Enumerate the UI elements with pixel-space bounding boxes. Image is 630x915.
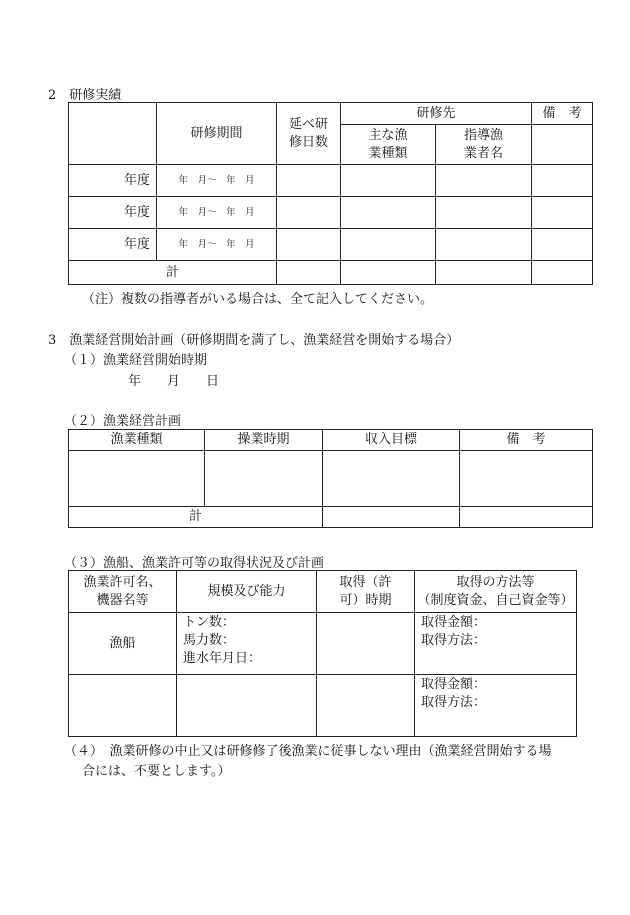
method-label: 取得方法： [421,633,487,648]
header-timing [317,571,415,613]
sub4-line2: 合には、不要とします。） [82,764,231,779]
row-instructor [436,197,532,229]
table-row [69,165,593,197]
header-note: 備 考 [460,430,593,451]
header-timing-line2: 可）時期 [339,592,392,608]
total-instructor [436,261,532,285]
row-fishery [341,197,436,229]
header-fishery-type [341,125,436,165]
header-income: 収入目標 [323,430,460,451]
header-days-line2: 修日数 [288,134,328,150]
row-note [532,229,593,261]
row-note [532,165,593,197]
table-row [69,451,593,507]
header-fishery-type: 漁業種類 [69,430,205,451]
row-note [532,197,593,229]
section2-note: （注）複数の指導者がいる場合は、全て記入してください。 [82,292,434,307]
total-label: 計 [69,507,323,528]
total-row [69,507,593,528]
sub4-line1: （４） 漁業研修の中止又は研修修了後漁業に従事しない理由（漁業経営開始する場 [64,744,552,759]
row-year: 年度 [69,229,157,261]
vessel-scale-cell [177,613,317,675]
row-year: 年度 [69,197,157,229]
total-days [277,261,341,285]
section2-heading: 2 研修実績 [48,88,122,103]
header-permit-name [69,571,177,613]
header-period: 研修期間 [157,103,277,165]
section3-heading: 3 漁業経営開始計画（研修期間を満了し、漁業経営を開始する場合） [48,333,460,348]
total-note [532,261,593,285]
horsepower-label: 馬力数： [183,633,236,648]
start-date: 年 月 日 [128,374,220,389]
row2-method-cell [415,675,577,737]
total-fishery [341,261,436,285]
row-year: 年度 [69,165,157,197]
total-note [460,507,593,528]
row-period: 年 月～ 年 月 [157,197,277,229]
header-permit-line2: 機器名等 [96,592,149,608]
vessel-method-cell [415,613,577,675]
sub3-heading: （３）漁船、漁業許可等の取得状況及び計画 [64,556,325,571]
table-row [69,197,593,229]
total-label: 計 [69,261,277,285]
row-days [277,229,341,261]
vessel-label: 漁船 [69,613,177,675]
row-period: 年 月～ 年 月 [157,229,277,261]
table-row [69,675,577,737]
header-fishery-line1: 主な漁 [368,127,408,143]
header-permit-line1: 漁業許可名、 [83,574,162,590]
row-fishery [341,229,436,261]
table-row [69,229,593,261]
method-label: 取得方法： [421,695,487,710]
management-plan-table [68,429,593,528]
acquisition-table [68,570,577,737]
amount-label: 取得金額： [421,615,487,630]
header-method [415,571,577,613]
training-results-table [68,102,593,285]
row-days [277,197,341,229]
blank-header-cell [69,103,157,165]
total-income [323,507,460,528]
header-instructor-line1: 指導漁 [464,127,504,143]
header-days [277,103,341,165]
row-days [277,165,341,197]
header-fishery-line2: 業種類 [368,145,408,161]
plan-type-cell [69,451,205,507]
sub1-heading: （１）漁業経営開始時期 [64,353,208,368]
row2-scale-cell [177,675,317,737]
header-timing-line1: 取得（許 [339,574,392,590]
row-instructor [436,229,532,261]
plan-income-cell [323,451,460,507]
row-fishery [341,165,436,197]
tonnage-label: トン数： [183,615,236,630]
header-scale: 規模及び能力 [177,571,317,613]
note-subheader-cell [532,125,593,165]
table-row [69,613,577,675]
row-period: 年 月～ 年 月 [157,165,277,197]
row-instructor [436,165,532,197]
amount-label: 取得金額： [421,677,487,692]
total-row [69,261,593,285]
row2-timing-cell [317,675,415,737]
plan-note-cell [460,451,593,507]
header-destination: 研修先 [341,103,532,125]
vessel-timing-cell [317,613,415,675]
launch-date-label: 進水年月日： [183,651,262,666]
header-method-line1: 取得の方法等 [456,574,535,590]
row2-name-cell [69,675,177,737]
header-season: 操業時期 [205,430,323,451]
header-instructor [436,125,532,165]
header-days-line1: 延べ研 [288,116,328,132]
header-note: 備 考 [532,103,593,125]
header-instructor-line2: 業者名 [464,145,504,161]
sub2-heading: （２）漁業経営計画 [64,414,182,429]
plan-season-cell [205,451,323,507]
header-method-line2: （制度資金、自己資金等） [417,592,574,608]
